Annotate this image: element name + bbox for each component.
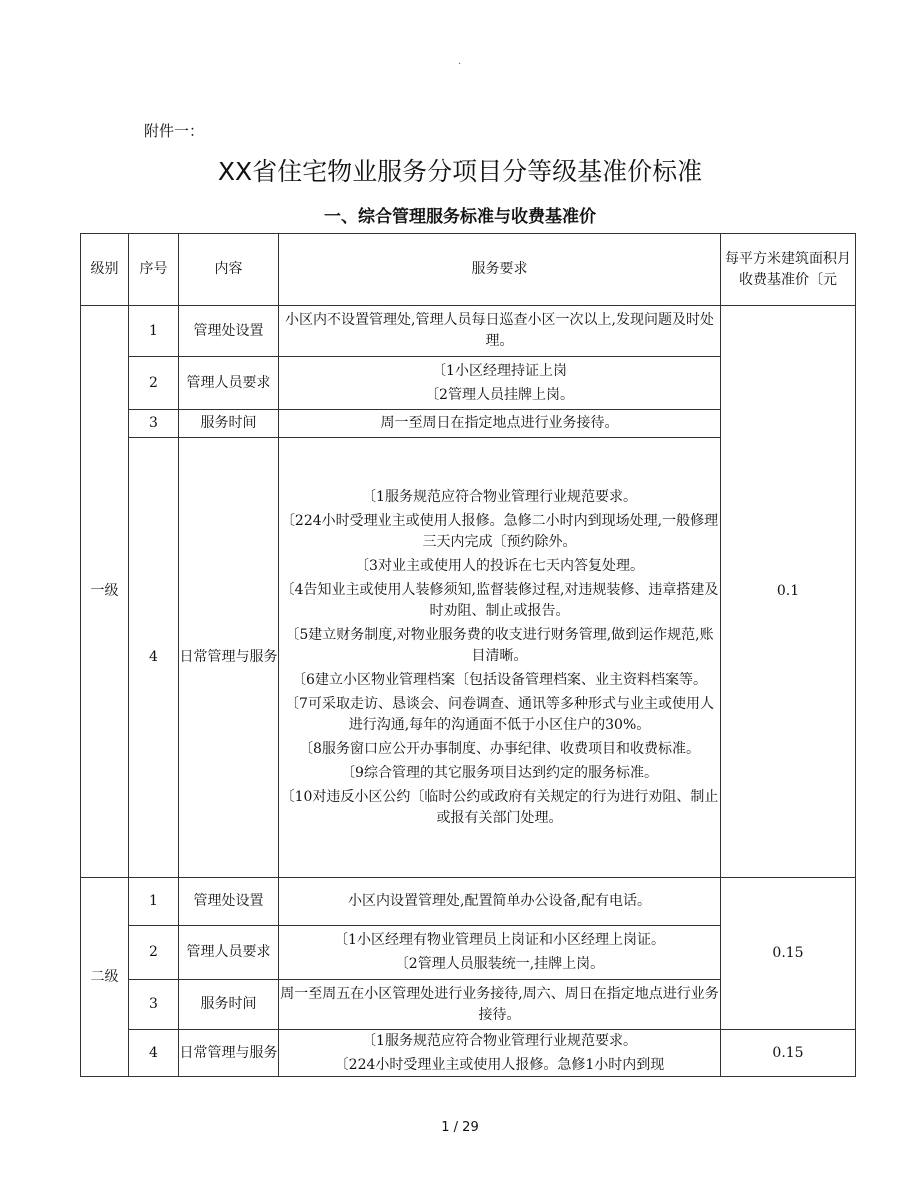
attachment-label: 附件一： <box>144 122 205 140</box>
level-1-label: 一级 <box>81 306 129 878</box>
level-1-price: 0.1 <box>721 306 856 878</box>
content-cell: 服务时间 <box>179 980 279 1030</box>
seq-cell: 4 <box>129 438 179 878</box>
requirements-cell: 周一至周日在指定地点进行业务接待。 <box>279 410 721 438</box>
seq-cell: 2 <box>129 357 179 410</box>
content-cell: 管理处设置 <box>179 306 279 357</box>
seq-cell: 2 <box>129 926 179 980</box>
document-title: XX省住宅物业服务分项目分等级基准价标准 <box>217 157 703 186</box>
section-title: 一、综合管理服务标准与收费基准价 <box>324 207 596 227</box>
requirements-cell: 〔1小区经理持证上岗 〔2管理人员挂牌上岗。 <box>279 357 721 410</box>
table-header-row <box>81 234 856 306</box>
requirements-cell: 小区内不设置管理处,管理人员每日巡查小区一次以上,发现问题及时处理。 <box>279 306 721 357</box>
header-price: 每平方米建筑面积月收费基准价〔元 <box>721 234 856 306</box>
content-cell: 服务时间 <box>179 410 279 438</box>
header-requirements: 服务要求 <box>279 234 721 306</box>
content-cell: 日常管理与服务 <box>179 1030 279 1077</box>
table-row <box>81 306 856 357</box>
requirements-cell: 小区内设置管理处,配置简单办公设备,配有电话。 <box>279 878 721 926</box>
level-2-price: 0.15 <box>721 878 856 1030</box>
level-2-label: 二级 <box>81 878 129 1077</box>
header-seq: 序号 <box>129 234 179 306</box>
header-level: 级别 <box>81 234 129 306</box>
table-row <box>81 1030 856 1077</box>
content-cell: 日常管理与服务 <box>179 438 279 878</box>
content-cell: 管理人员要求 <box>179 357 279 410</box>
page-number: 1 / 29 <box>441 1120 479 1135</box>
service-standard-table <box>80 233 856 1077</box>
requirements-cell: 〔1小区经理有物业管理员上岗证和小区经理上岗证。 〔2管理人员服装统一,挂牌上岗。 <box>279 926 721 980</box>
table-row <box>81 878 856 926</box>
content-cell: 管理处设置 <box>179 878 279 926</box>
seq-cell: 1 <box>129 306 179 357</box>
seq-cell: 4 <box>129 1030 179 1077</box>
seq-cell: 1 <box>129 878 179 926</box>
requirements-cell: 〔1服务规范应符合物业管理行业规范要求。 〔224小时受理业主或使用人报修。急修1小时内到现 <box>279 1030 721 1077</box>
header-content: 内容 <box>179 234 279 306</box>
seq-cell: 3 <box>129 410 179 438</box>
requirements-cell: 〔1服务规范应符合物业管理行业规范要求。 〔224小时受理业主或使用人报修。急修二小时内到现场处理,一般修理三天内完成〔预约除外。 〔3对业主或使用人的投诉在七天内答复处理。 〔4告知业主或使用人装修须知,监督装修过程,对违规装修、违章搭建及时劝阻、制止或报告。 〔5建立财务制度,对物业服务费的收支进行财务管理,做到运作规范,账目清晰。 〔6建立小区物业管理档案〔包括设备管理档案、业主资料档案等。 〔7可采取走访、恳谈会、问卷调查、通讯等多种形式与业主或使用人进行沟通,每年的沟通面不低于小区住户的30%。 〔8服务窗口应公开办事制度、办事纪律、收费项目和收费标准。 〔9综合管理的其它服务项目达到约定的服务标准。 〔10对违反小区公约〔临时公约或政府有关规定的行为进行劝阻、制止或报有关部门处理。 <box>279 438 721 878</box>
header-mark: . <box>458 56 462 67</box>
seq-cell: 3 <box>129 980 179 1030</box>
content-cell: 管理人员要求 <box>179 926 279 980</box>
level-2-row4-price: 0.15 <box>721 1030 856 1077</box>
requirements-cell: 周一至周五在小区管理处进行业务接待,周六、周日在指定地点进行业务接待。 <box>279 980 721 1030</box>
